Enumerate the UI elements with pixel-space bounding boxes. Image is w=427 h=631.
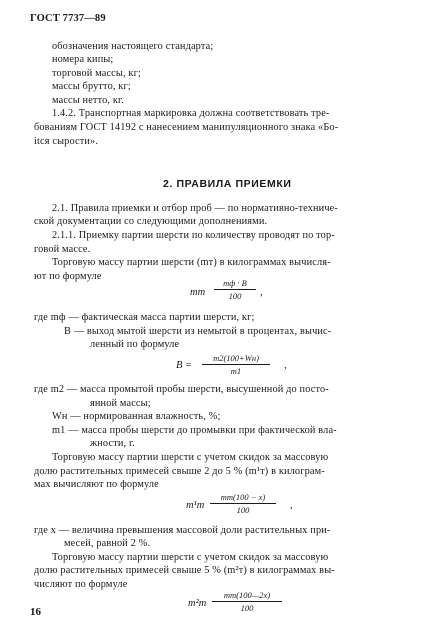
section-heading: 2. ПРАВИЛА ПРИЕМКИ (163, 178, 292, 190)
text-line: числяют по формуле (34, 579, 128, 590)
formula-lhs: mт (190, 287, 206, 298)
text-line: массы брутто, кг; (52, 81, 131, 92)
formula-fraction (212, 590, 282, 613)
text-line: номера кипы; (52, 54, 114, 65)
text-line: 2.1.1. Приемку партии шерсти по количеству проводят по тор- (52, 230, 335, 241)
text-line: бованиям ГОСТ 14192 с нанесением манипуляционного знака «Бо- (34, 122, 339, 133)
text-line: говой массе. (34, 244, 91, 255)
text-line: янной массы; (90, 398, 151, 409)
text-line: 1.4.2. Транспортная маркировка должна соответствовать тре- (52, 108, 330, 119)
fraction-denominator: 100 (236, 505, 250, 515)
text-line: B — выход мытой шерсти из немытой в процентах, вычис- (64, 326, 332, 337)
formula-tail: , (290, 500, 293, 511)
formula-fraction (214, 278, 256, 301)
text-line: m1 — масса пробы шерсти до промывки при фактической вла- (52, 425, 337, 436)
text-line: где x — величина превышения массовой доли растительных при- (34, 525, 331, 536)
text-line: Торговую массу партии шерсти с учетом скидок за массовую (52, 552, 329, 563)
text-line: долю растительных примесей свыше 2 до 5 % (m¹т) в килограм- (34, 466, 325, 477)
text-line: мах вычисляют по формуле (34, 479, 159, 490)
formula-lhs: m¹т (186, 500, 205, 511)
text-line: 2.1. Правила приемки и отбор проб — по нормативно-техниче- (52, 203, 338, 214)
text-line: обозначения настоящего стандарта; (52, 41, 214, 52)
text-line: жности, г. (90, 438, 135, 449)
text-line: Торговую массу партии шерсти с учетом скидок за массовую (52, 452, 329, 463)
formula-lhs: B = (176, 360, 193, 371)
formula-tail: , (284, 360, 287, 371)
formula-lhs: m²т (188, 598, 207, 609)
text-line: массы нетто, кг. (52, 95, 124, 106)
text-line: Wн — нормированная влажность, %; (52, 411, 221, 422)
text-line: itся сырости». (34, 136, 99, 147)
text-line: ленный по формуле (90, 339, 180, 350)
text-line: ют по формуле (34, 271, 102, 282)
formula-fraction (210, 492, 276, 515)
fraction-numerator: mт(100 − x) (210, 492, 276, 504)
fraction-denominator: 100 (228, 291, 242, 301)
fraction-numerator: mф · B (214, 278, 256, 290)
formula-fraction (202, 353, 270, 376)
fraction-numerator: m2(100+Wн) (202, 353, 270, 365)
document-header: ГОСТ 7737—89 (30, 13, 106, 24)
text-line: торговой массы, кг; (52, 68, 141, 79)
fraction-denominator: m1 (230, 366, 242, 376)
fraction-denominator: 100 (240, 603, 254, 613)
fraction-numerator: mт(100—2x) (212, 590, 282, 602)
page-number: 16 (30, 606, 41, 618)
text-line: где m2 — масса промытой пробы шерсти, высушенной до посто- (34, 384, 329, 395)
formula-tail: , (260, 287, 263, 298)
text-line: где mф — фактическая масса партии шерсти, кг; (34, 312, 255, 323)
text-line: ской документации со следующими дополнениями. (34, 216, 268, 227)
text-line: Торговую массу партии шерсти (mт) в килограммах вычисля- (52, 257, 331, 268)
text-line: месей, равной 2 %. (64, 538, 151, 549)
text-line: долю растительных примесей свыше 5 % (m²т) в килограммах вы- (34, 565, 335, 576)
